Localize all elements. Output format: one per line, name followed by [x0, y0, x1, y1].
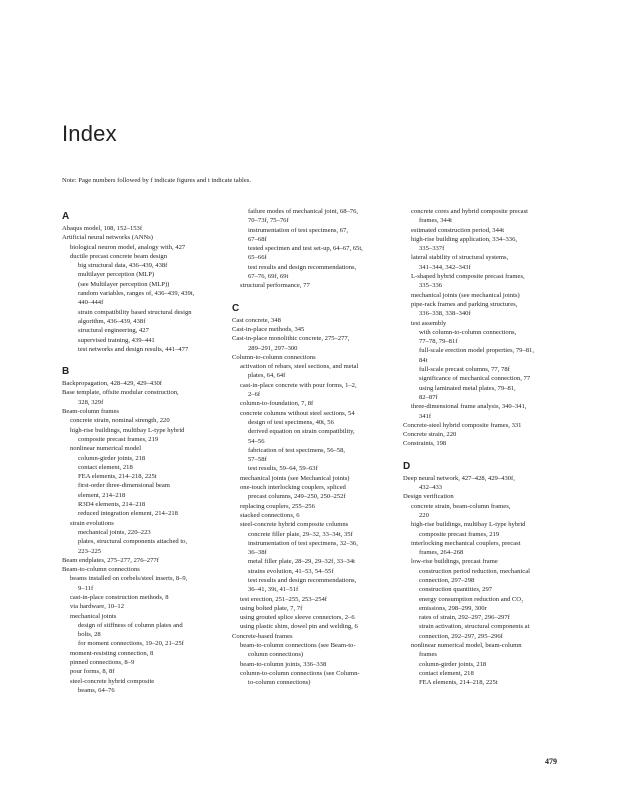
index-entry: high-rise building application, 334–336,	[411, 235, 518, 243]
index-entry: failure modes of mechanical joint, 68–76,	[248, 208, 359, 215]
index-entry: cast-in-place construction methods, 8	[70, 593, 169, 601]
index-entry: connection, 292–297, 295–296f	[419, 632, 503, 640]
index-entry: element, 214–218	[78, 491, 126, 499]
index-entry: lateral stability of structural systems,	[411, 254, 509, 262]
index-entry: 70–73f, 75–76f	[248, 217, 289, 225]
index-entry: using laminated metal plates, 79–81,	[419, 384, 516, 392]
index-entry: via hardware, 10–12	[70, 603, 125, 611]
index-column-2	[232, 207, 412, 688]
index-entry: multilayer perception (MLP)	[78, 271, 155, 279]
index-entry: biological neuron model, analogy with, 427	[70, 243, 186, 251]
index-entry: Base template, offsite modular construction,	[62, 389, 179, 397]
index-entry: beams, 64–76	[78, 686, 115, 694]
index-entry: connection, 297–298	[419, 576, 475, 584]
index-entry: steel-concrete hybrid composite columns	[240, 521, 349, 529]
index-entry: fabrication of test specimens, 56–58,	[248, 446, 346, 454]
index-entry: Backpropagation, 428–429, 429–430f	[62, 380, 162, 388]
index-entry: estimated construction period, 344t	[411, 226, 505, 234]
index-entry: test results and design recommendations,	[248, 576, 357, 584]
index-entry: high-rise buildings, multibay L-type hybrid	[411, 521, 526, 529]
index-entry: for moment connections, 19–20, 21–25f	[78, 640, 184, 648]
index-entry: activation of rebars, steel sections, and metal	[240, 363, 359, 371]
index-entry: structural engineering, 427	[78, 327, 149, 335]
index-column-1	[62, 207, 242, 695]
index-entry: FEA elements, 214–218, 225t	[78, 473, 157, 481]
index-entry: 36–38f	[248, 549, 267, 557]
index-entry: mechanical joints (see Mechanical joints)	[240, 474, 350, 482]
index-entry: 67–68f	[248, 235, 267, 243]
index-entry: design of test specimens, 40t, 56	[248, 418, 334, 426]
index-entry: test results, 59–64, 59–63f	[248, 465, 318, 473]
index-entry: 54–56	[248, 437, 265, 445]
index-entry: concrete strain, beam-column frames,	[411, 502, 511, 510]
index-entry: strain evolutions	[70, 519, 114, 527]
index-entry: Deep neural network, 427–428, 429–430f,	[403, 474, 515, 482]
index-entry: beam-to-column joints, 336–338	[240, 660, 327, 668]
index-entry: using plastic shim, dowel pin and welding, 6	[240, 623, 358, 631]
index-entry: 335–337f	[419, 245, 445, 253]
index-entry: 341–344, 342–343f	[419, 263, 471, 271]
index-entry: strain activation, structural components at	[419, 623, 530, 631]
index-entry: composite precast frames, 219	[78, 435, 159, 443]
index-entry: moment-resisting connection, 8	[70, 649, 154, 657]
index-entry: test assembly	[411, 319, 447, 327]
index-entry: using grouted splice sleeve connectors, 2–6	[240, 614, 355, 622]
index-note: Note: Page numbers followed by f indicate figures and t indicate tables.	[62, 177, 251, 184]
index-entry: beam-to-column connections (see Beam-to-	[240, 642, 356, 650]
index-entry: 65–66f	[248, 254, 267, 262]
index-entry: Cast-in-place monolithic concrete, 275–277,	[232, 335, 350, 343]
index-entry: Cast concrete, 348	[232, 316, 281, 324]
section-spacer	[62, 354, 242, 362]
index-section-letter: D	[403, 460, 411, 472]
index-entry: high-rise buildings, multibay L-type hybrid	[70, 426, 185, 434]
index-entry: plates, structural components attached to,	[78, 538, 188, 546]
index-entry: 432–433	[419, 484, 443, 492]
index-entry: rates of strain, 292–297, 296–297f	[419, 614, 510, 622]
index-entry: pour forms, 8, 8f	[70, 668, 115, 676]
index-entry: nonlinear numerical model, beam-column	[411, 642, 522, 650]
section-spacer	[232, 291, 412, 299]
index-entry: one-touch interlocking couplers, spliced	[240, 484, 346, 492]
index-entry: replacing couplers, 255–256	[240, 502, 315, 510]
index-entry: 223–225	[78, 547, 102, 555]
index-entry: Design verification	[403, 493, 454, 501]
index-entry: test erection, 251–255, 253–254f	[240, 595, 327, 603]
index-entry: pinned connections, 8–9	[70, 659, 135, 667]
index-entry: 36–41, 39t, 41–51f	[248, 586, 299, 594]
index-entry: pipe-rack frames and parking structures,	[411, 300, 518, 308]
index-entry: Concrete-based frames	[232, 632, 293, 640]
index-entry: 57–58f	[248, 456, 267, 464]
index-entry: structural performance, 77	[240, 282, 310, 290]
index-entry: 77–78, 79–81f	[419, 338, 458, 346]
index-entry: Column-to-column connections	[232, 353, 316, 361]
index-entry: big structural data, 436–439, 438f	[78, 262, 168, 270]
index-entry: column-to-column connections (see Column-	[240, 669, 360, 677]
index-entry: tested specimen and test set-up, 64–67, 65t,	[248, 245, 363, 253]
index-entry: 328, 329f	[78, 398, 104, 406]
index-entry: low-rise buildings, precast frame	[411, 558, 498, 566]
index-entry: Cast-in-place methods, 345	[232, 325, 305, 333]
index-entry: 2–6f	[248, 391, 261, 399]
index-entry: 67–76, 69f, 69t	[248, 273, 289, 281]
index-entry: stacked connections, 6	[240, 511, 300, 519]
index-entry: metal filler plate, 28–29, 29–32f, 33–34t	[248, 558, 355, 566]
index-entry: test networks and design results, 441–477	[78, 345, 189, 353]
index-entry: column-girder joints, 218	[419, 660, 487, 668]
index-entry: test results and design recommendations,	[248, 263, 357, 271]
index-entry: concrete filler plate, 29–32, 33–34t, 35f	[248, 530, 353, 538]
index-entry: column-girder joints, 218	[78, 454, 146, 462]
index-entry: bolts, 28	[78, 631, 101, 639]
index-section-letter: C	[232, 302, 240, 314]
index-entry: three-dimensional frame analysis, 340–341,	[411, 403, 527, 411]
index-entry: with column-to-column connections,	[419, 328, 517, 336]
index-entry: emissions, 298–299, 300r	[419, 604, 487, 612]
index-entry: 9–11f	[78, 584, 94, 592]
index-entry: Artificial neural networks (ANNs)	[62, 234, 154, 242]
index-entry: instrumentation of test specimens, 32–36,	[248, 539, 358, 547]
index-entry: 289–291, 297–300	[248, 344, 298, 352]
index-entry: instrumentation of test specimens, 67,	[248, 226, 348, 234]
index-entry: concrete strain, nominal strength, 220	[70, 417, 170, 425]
index-entry: random variables, ranges of, 436–439, 439t,	[78, 290, 195, 298]
section-spacer	[403, 449, 583, 457]
page-title: Index	[62, 121, 117, 146]
index-entry: Concrete strain, 220	[403, 431, 457, 439]
index-entry: reduced integration element, 214–218	[78, 510, 178, 518]
index-entry: L-shaped hybrid composite precast frames,	[411, 273, 525, 281]
index-entry: precast columns, 249–250, 250–252f	[248, 493, 346, 501]
index-entry: column-to-foundation, 7, 8f	[240, 400, 314, 408]
index-entry: contact element, 218	[419, 669, 474, 677]
index-entry: construction quantities, 297	[419, 586, 493, 594]
index-entry: Beam endplates, 275–277, 276–277f	[62, 556, 159, 564]
index-entry: nonlinear numerical model	[70, 445, 142, 453]
index-entry: ductile precast concrete beam design	[70, 252, 168, 260]
index-entry: 335–336	[419, 282, 443, 290]
index-entry: strains evolution, 41–53, 54–55f	[248, 567, 334, 575]
index-entry: FEA elements, 214–218, 225t	[419, 679, 498, 687]
index-entry: contact element, 218	[78, 463, 133, 471]
index-entry: algorithm, 436–439, 438f	[78, 317, 146, 325]
index-entry: using bolted plate, 7, 7f	[240, 604, 303, 612]
index-entry: mechanical joints	[70, 612, 117, 620]
index-entry: first-order three-dimensional beam	[78, 482, 170, 490]
index-entry: steel-concrete hybrid composite	[70, 677, 155, 685]
page-number: 479	[545, 757, 557, 766]
index-section-letter: A	[62, 211, 70, 222]
index-entry: frames	[419, 651, 437, 659]
index-entry: 82–87f	[419, 393, 438, 401]
index-entry: Beam-column frames	[62, 408, 119, 416]
index-entry: (see Multilayer perception (MLP))	[78, 280, 170, 288]
index-entry: derived equation on strain compatibility,	[248, 428, 355, 436]
index-entry: frames, 264–268	[419, 549, 464, 557]
index-entry: 336–338, 338–340f	[419, 310, 471, 318]
index-entry: Beam-to-column connections	[62, 566, 140, 574]
index-entry: strain compatibility based structural design	[78, 308, 192, 316]
index-section-letter: B	[62, 366, 70, 378]
index-entry: concrete cores and hybrid composite precast	[411, 208, 528, 215]
index-entry: to-column connections)	[248, 679, 311, 687]
index-entry: plates, 64, 64f	[248, 372, 286, 380]
index-entry: Constraints, 198	[403, 440, 447, 448]
index-entry: interlocking mechanical couplers, precast	[411, 539, 521, 547]
index-entry: Abaqus model, 108, 152–153f	[62, 225, 143, 232]
index-entry: 341f	[419, 412, 432, 420]
index-entry: concrete columns without steel sections, 54	[240, 409, 355, 417]
index-entry: significance of mechanical connection, 77	[419, 375, 531, 383]
index-entry: energy consumption reduction and CO₂	[419, 595, 524, 603]
index-entry: mechanical joints, 220–223	[78, 528, 151, 536]
index-column-3	[403, 207, 583, 688]
index-entry: frames, 344t	[419, 217, 452, 225]
index-entry: R3D4 elements, 214–218	[78, 501, 146, 509]
index-entry: design of stiffness of column plates and	[78, 621, 183, 629]
index-entry: construction period reduction, mechanical	[419, 567, 530, 575]
index-entry: 220	[419, 511, 429, 519]
index-entry: Concrete-steel hybrid composite frames, 331	[403, 421, 522, 429]
index-entry: full-scale precast columns, 77, 78f	[419, 366, 510, 374]
index-entry: full-scale erection model properties, 79–81,	[419, 347, 534, 355]
index-entry: composite precast frames, 219	[419, 530, 500, 538]
index-entry: cast-in-place concrete with pour forms, 1–2,	[240, 381, 357, 389]
index-entry: 84t	[419, 356, 428, 364]
index-entry: column connections)	[248, 651, 304, 659]
index-entry: 440–444f	[78, 299, 104, 307]
index-entry: mechanical joints (see mechanical joints)	[411, 291, 520, 299]
index-entry: beams installed on corbels/steel inserts, 8–9,	[70, 575, 188, 583]
index-entry: supervised training, 439–441	[78, 336, 155, 344]
